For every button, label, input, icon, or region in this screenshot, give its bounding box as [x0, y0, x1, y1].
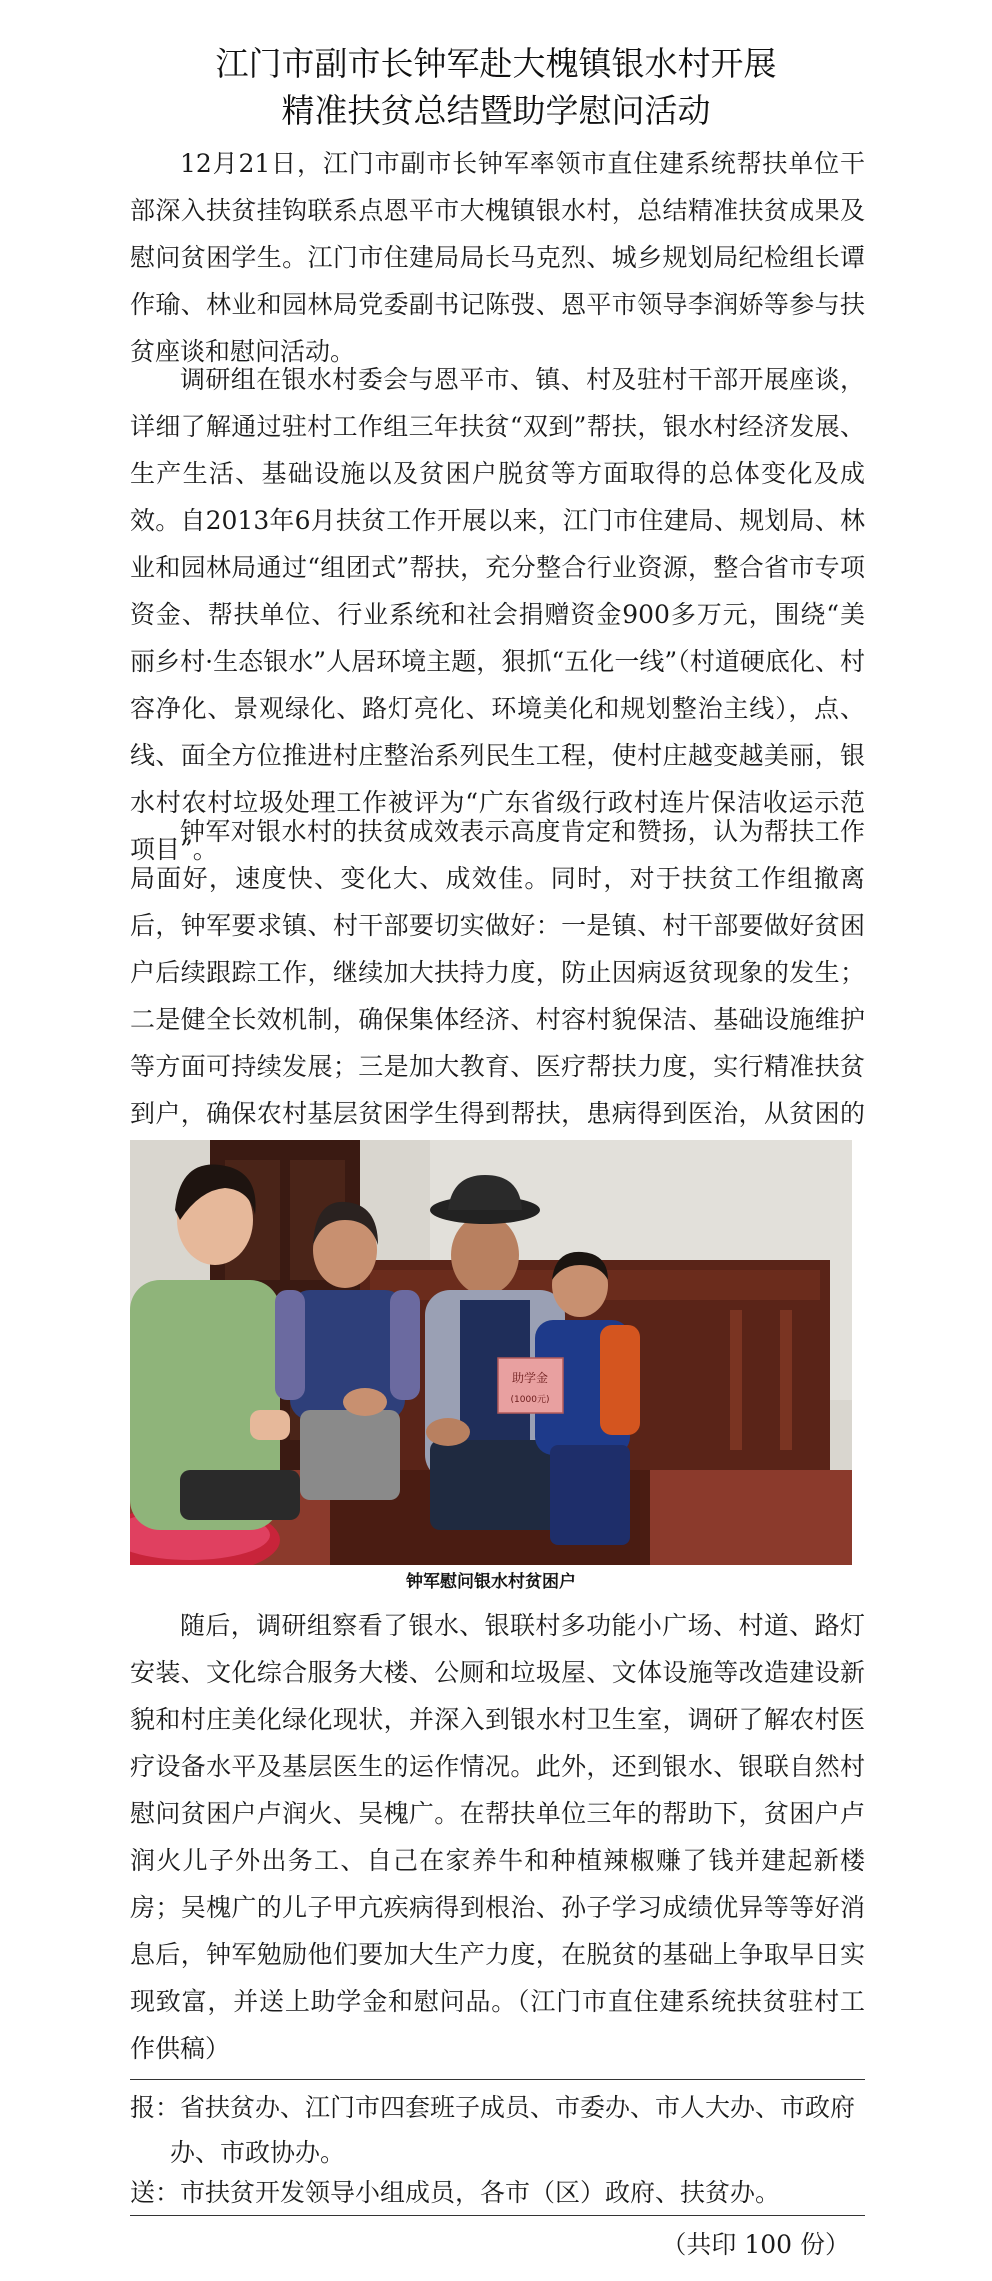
body-paragraph-1: 12月21日，江门市副市长钟军率领市直住建系统帮扶单位干部深入扶贫挂钩联系点恩平市大槐镇银水村，总结精准扶贫成果及慰问贫困学生。江门市住建局局长马克烈、城乡规划局纪检组长谭作瑜、林业和园林局党委副书记陈弢、恩平市领导李润娇等参与扶贫座谈和慰问活动。	[130, 149, 865, 366]
print-copies-note: （共印 100 份）	[661, 2230, 850, 2259]
title-line-2: 精准扶贫总结暨助学慰问活动	[281, 91, 711, 131]
photo-caption: 钟军慰问银水村贫困户	[406, 1572, 576, 1592]
distribution-send-line: 送：市扶贫开发领导小组成员，各市（区）政府、扶贫办。	[130, 2178, 781, 2207]
distribution-bottom-rule	[130, 2215, 865, 2216]
news-photo	[130, 1140, 852, 1565]
body-paragraph-2: 调研组在银水村委会与恩平市、镇、村及驻村干部开展座谈，详细了解通过驻村工作组三年扶贫“双到”帮扶，银水村经济发展、生产生活、基础设施以及贫困户脱贫等方面取得的总体变化及成效。自2013年6月扶贫工作开展以来，江门市住建局、规划局、林业和园林局通过“组团式”帮扶，充分整合行业资源，整合省市专项资金、帮扶单位、行业系统和社会捐赠资金900多万元，围绕“美丽乡村·生态银水”人居环境主题，狠抓“五化一线”（村道硬底化、村容净化、景观绿化、路灯亮化、环境美化和规划整治主线），点、线、面全方位推进村庄整治系列民生工程，使村庄越变越美丽，银水村农村垃圾处理工作被评为“广东省级行政村连片保洁收运示范项目”。	[130, 365, 865, 864]
distribution-report-line: 报：省扶贫办、江门市四套班子成员、市委办、市人大办、市政府办、市政协办。	[130, 2093, 856, 2167]
distribution-top-rule	[130, 2079, 865, 2080]
title-line-1: 江门市副市长钟军赴大槐镇银水村开展	[215, 44, 777, 84]
page-title	[130, 40, 862, 134]
envelope-label: 助学金	[511, 1371, 549, 1385]
body-paragraph-3: 钟军对银水村的扶贫成效表示高度肯定和赞扬，认为帮扶工作局面好，速度快、变化大、成效佳。同时，对于扶贫工作组撤离后，钟军要求镇、村干部要切实做好：一是镇、村干部要做好贫困户后续跟踪工作，继续加大扶持力度，防止因病返贫现象的发生；二是健全长效机制，确保集体经济、村容村貌保洁、基础设施维护等方面可持续发展；三是加大教育、医疗帮扶力度，实行精准扶贫到户，确保农村基层贫困学生得到帮扶，患病得到医治，从贫困的	[130, 817, 865, 1128]
envelope-sublabel: (1000元)	[510, 1395, 550, 1405]
body-paragraph-4: 随后，调研组察看了银水、银联村多功能小广场、村道、路灯安装、文化综合服务大楼、公厕和垃圾屋、文体设施等改造建设新貌和村庄美化绿化现状，并深入到银水村卫生室，调研了解农村医疗设备水平及基层医生的运作情况。此外，还到银水、银联自然村慰问贫困户卢润火、吴槐广。在帮扶单位三年的帮助下，贫困户卢润火儿子外出务工、自己在家养牛和种植辣椒赚了钱并建起新楼房；吴槐广的儿子甲亢疾病得到根治、孙子学习成绩优异等等好消息后，钟军勉励他们要加大生产力度，在脱贫的基础上争取早日实现致富，并送上助学金和慰问品。（江门市直住建系统扶贫驻村工作供稿）	[130, 1611, 865, 2063]
